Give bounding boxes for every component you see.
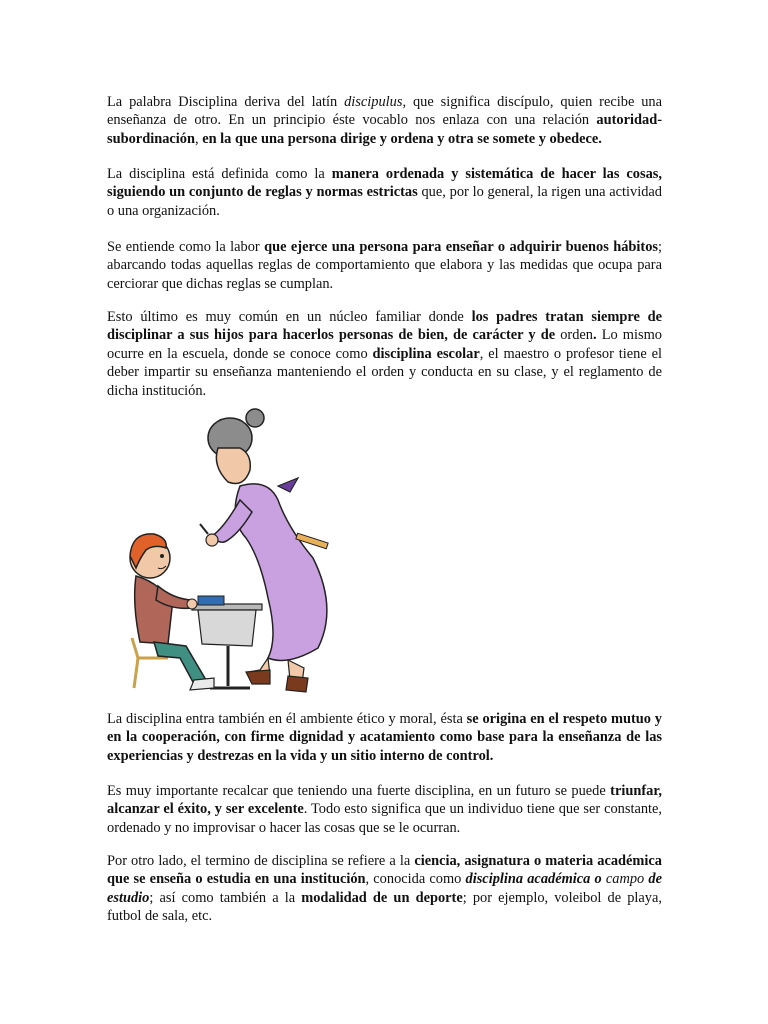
text-run: triunfar, alcanzar el éxito, y ser excelente [107,783,662,818]
text-run: La disciplina está definida como la [107,166,332,182]
text-run: Se entiende como la labor [107,239,265,255]
text-run: modalidad de un deporte [301,889,463,906]
paragraph-3 [107,238,662,293]
text-run: Por otro lado, el termino de disciplina se refiere a la [107,853,415,869]
text-run: se origina en el respeto mutuo y en la cooperación, con firme dignidad y acatamiento como base para la enseñanza de las experiencias y destrezas en la vida y un sitio interno de control. [107,711,662,764]
text-run: Esto último es muy común en un núcleo familiar donde [107,309,472,325]
teacher-student-illustration [128,408,348,698]
paragraph-2 [107,165,662,220]
text-run: autoridad-subordinación [107,112,662,147]
text-run: orden [555,327,593,344]
text-run: manera ordenada y sistemática de hacer las cosas, siguiendo un conjunto de reglas y normas estrictas [107,166,662,201]
text-run: Es muy importante recalcar que teniendo una fuerte disciplina, en un futuro se puede [107,783,611,799]
paragraph-6 [107,782,662,837]
text-run: de estudio [107,871,662,906]
text-run: disciplina académica o [465,871,602,888]
text-run: . [593,327,597,344]
text-run: La palabra Disciplina deriva del latín [107,94,345,110]
paragraph-1 [107,93,662,148]
text-run: ; abarcando todas aquellas reglas de comportamiento que elabora y las medidas que ocupa para cerciorar que dichas reglas se cumplan. [107,239,662,292]
text-run: ciencia, asignatura o materia académica que se enseña o estudia en una institución [107,853,662,888]
text-run: disciplina escolar [372,345,480,362]
text-run: que, por lo general, la rigen una actividad o una organización. [107,184,662,219]
text-run: Lo mismo ocurre en la escuela, donde se conoce como [107,327,662,362]
text-run: La disciplina entra también en él ambiente ético y moral, ésta [107,711,467,727]
text-run: discipulus [344,94,403,110]
text-run: . Todo esto significa que un individuo tiene que ser constante, ordenado y no improvisar o hacer las cosas que se le ocurran. [107,801,663,836]
text-run: ; por ejemplo, voleibol de playa, futbol de sala, etc. [107,889,662,925]
text-run: , el maestro o profesor tiene el deber impartir su enseñanza manteniendo el orden y conducta en su clase, y el reglamento de dicha institución. [107,345,662,399]
text-run: los padres tratan siempre de disciplinar a sus hijos para hacerlos personas de bien, de carácter y de [107,309,662,344]
text-run: , [194,130,203,147]
text-run: que ejerce una persona para enseñar o adquirir buenos hábitos [264,239,658,255]
paragraph-4 [107,308,662,400]
text-run: , que significa discípulo, quien recibe una enseñanza de otro. En un principio éste vocablo nos enlaza con una relación [107,94,662,129]
text-run: en la que una persona dirige y ordena y otra se somete y obedece. [202,130,602,147]
paragraph-7 [107,852,662,926]
paragraph-5 [107,710,662,765]
text-run: , conocida como [365,871,466,888]
text-run: campo [605,871,645,888]
teacher-figure [200,409,328,692]
text-run: ; así como también a la [149,889,302,906]
